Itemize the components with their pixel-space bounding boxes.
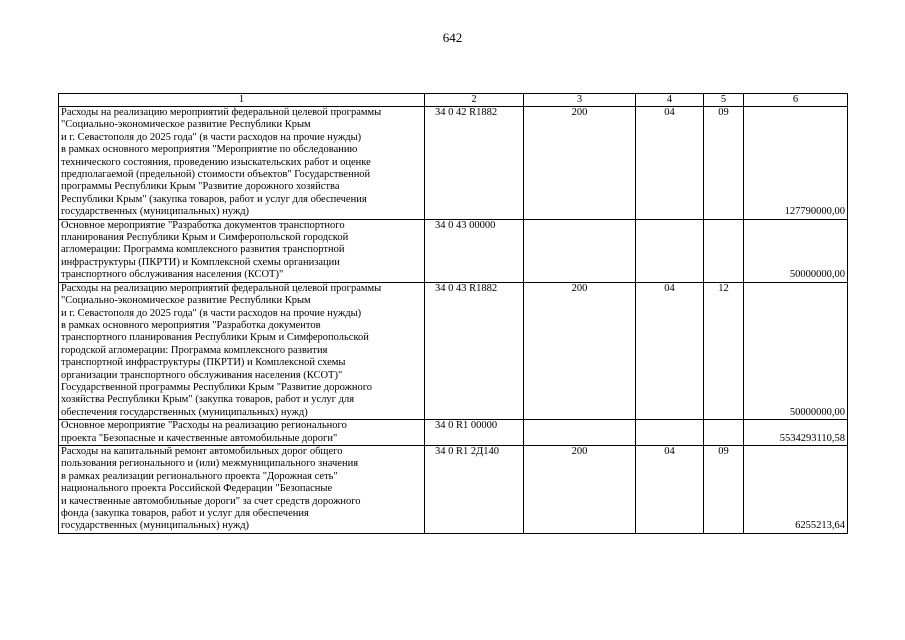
row-description: Расходы на реализацию мероприятий федеральной целевой программы "Социально-экономическое развитие Республики Крым и г. Севастополя до 2025 года" (в части расходов на прочие нужды) в рамках основного мероприятия "Мероприятие по обследованию технического состояния, проведению изыскательских работ и оценке предполагаемой (предельной) стоимости объектов" Государственной программы Республики Крым "Развитие дорожного хозяйства Республики Крым" (закупка товаров, работ и услуг для обеспечения государственных (муниципальных) нужд) [59,107,425,220]
row-sum: 50000000,00 [744,219,848,282]
row-rz [636,420,704,446]
header-col-2: 2 [425,94,524,107]
row-pr: 12 [704,282,744,419]
header-col-5: 5 [704,94,744,107]
row-sum: 6255213,64 [744,445,848,533]
row-code: 34 0 43 R1882 [425,282,524,419]
row-sum: 5534293110,58 [744,420,848,446]
row-description: Основное мероприятие "Разработка документов транспортного планирования Республики Крым и Симферопольской городской агломерации: Программа комплексного развития транспортной инфраструктуры (ПКРТИ) и Комплексной схемы организации транспортного обслуживания населения (КСОТ)" [59,219,425,282]
table-row [59,219,848,282]
header-col-1: 1 [59,94,425,107]
row-sum: 50000000,00 [744,282,848,419]
row-vr: 200 [524,107,636,220]
table-row [59,282,848,419]
budget-table [58,93,848,534]
row-pr: 09 [704,445,744,533]
header-col-4: 4 [636,94,704,107]
row-vr: 200 [524,445,636,533]
row-code: 34 0 R1 2Д140 [425,445,524,533]
row-pr [704,219,744,282]
row-vr [524,219,636,282]
table-row [59,107,848,220]
table-row [59,445,848,533]
row-rz: 04 [636,282,704,419]
row-rz: 04 [636,445,704,533]
header-col-6: 6 [744,94,848,107]
row-description: Расходы на реализацию мероприятий федеральной целевой программы "Социально-экономическое развитие Республики Крым и г. Севастополя до 2025 года" (в части расходов на прочие нужды) в рамках основного мероприятия "Разработка документов транспортного планирования Республики Крым и Симферопольской городской агломерации: Программа комплексного развития транспортной инфраструктуры (ПКРТИ) и Комплексной схемы организации транспортного обслуживания населения (КСОТ)" Государственной программы Республики Крым "Развитие дорожного хозяйства Республики Крым" (закупка товаров, работ и услуг для обеспечения государственных (муниципальных) нужд) [59,282,425,419]
row-code: 34 0 43 00000 [425,219,524,282]
table-row [59,420,848,446]
row-description: Основное мероприятие "Расходы на реализацию регионального проекта "Безопасные и качественные автомобильные дороги" [59,420,425,446]
row-description: Расходы на капитальный ремонт автомобильных дорог общего пользования регионального и (или) межмуниципального значения в рамках реализации регионального проекта "Дорожная сеть" национального проекта Российской Федерации "Безопасные и качественные автомобильные дороги" за счет средств дорожного фонда (закупка товаров, работ и услуг для обеспечения государственных (муниципальных) нужд) [59,445,425,533]
header-row [59,94,848,107]
row-code: 34 0 R1 00000 [425,420,524,446]
header-col-3: 3 [524,94,636,107]
row-pr: 09 [704,107,744,220]
row-vr: 200 [524,282,636,419]
page-number: 642 [442,30,463,45]
row-rz [636,219,704,282]
row-rz: 04 [636,107,704,220]
row-vr [524,420,636,446]
row-code: 34 0 42 R1882 [425,107,524,220]
row-pr [704,420,744,446]
row-sum: 127790000,00 [744,107,848,220]
